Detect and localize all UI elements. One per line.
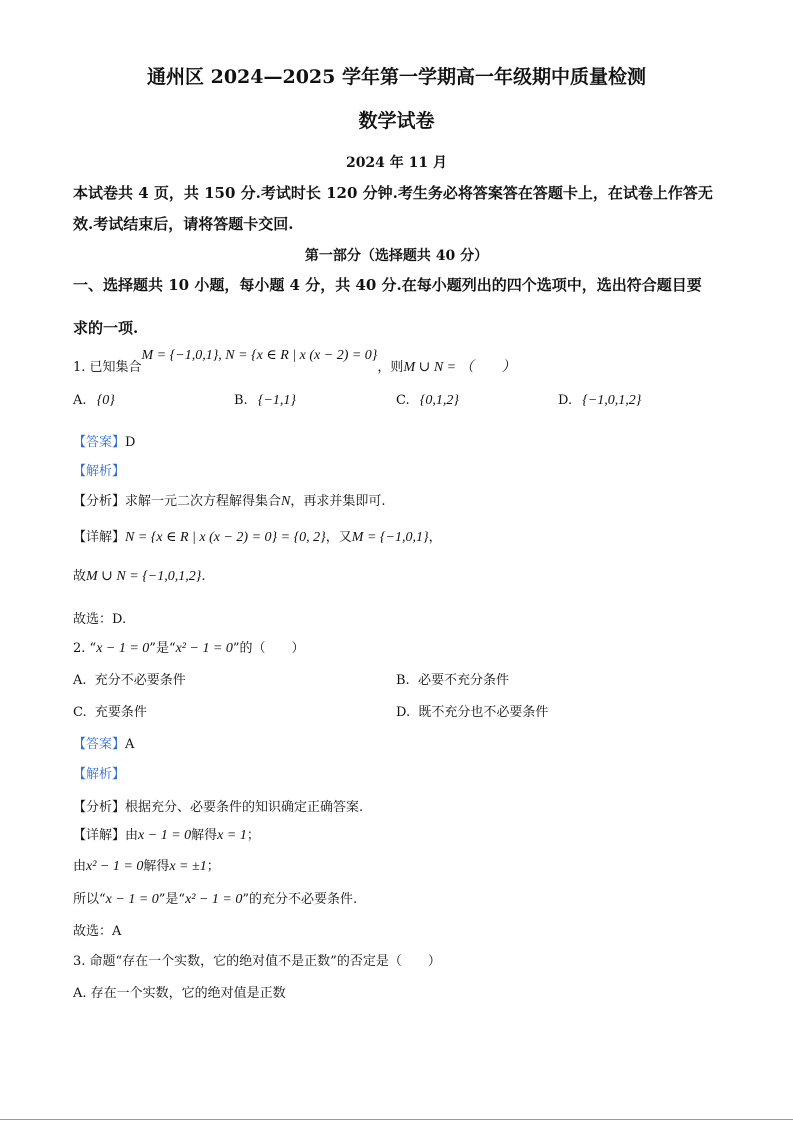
question-2-stem: 2. “x − 1 = 0”是“x² − 1 = 0”的（ ） [73, 641, 305, 656]
q1-choose: 故选：D. [73, 612, 127, 627]
q2-fenxi: 【分析】根据充分、必要条件的知识确定正确答案. [73, 800, 364, 815]
q1-option-a: A. {0} [73, 393, 115, 408]
section-intro-line-1: 一、选择题共 10 小题，每小题 4 分，共 40 分.在每小题列出的四个选项中，选出符合题目要 [73, 276, 702, 294]
q1-detail: 【详解】N = {x ∈ R | x (x − 2) = 0} = {0, 2}，又M = {−1,0,1}， [73, 530, 442, 545]
question-3-stem: 3. 命题“存在一个实数，它的绝对值不是正数”的否定是（ ） [73, 954, 441, 969]
section-intro-line-2: 求的一项. [73, 319, 139, 337]
q1-answer: 【答案】D [73, 435, 136, 450]
instructions-line-2: 效.考试结束后，请将答题卡交回. [73, 215, 294, 233]
exam-title: 通州区 2024—2025 学年第一学期高一年级期中质量检测 [147, 66, 646, 88]
q2-option-c: C. 充要条件 [73, 705, 147, 720]
q2-detail-2: 由x² − 1 = 0解得x = ±1； [73, 859, 220, 874]
page-bottom-rule [0, 1119, 793, 1120]
answer-tag: 【答案】 [73, 435, 126, 450]
section-heading: 第一部分（选择题共 40 分） [304, 248, 489, 264]
q1-option-c: C. {0,1,2} [396, 393, 459, 408]
q1-formula: M = {−1,0,1}, N = {x ∈ R | x (x − 2) = 0} [141, 348, 378, 363]
answer-tag: 【答案】 [73, 737, 126, 752]
q1-option-b: B. {−1,1} [234, 393, 297, 408]
q2-option-d: D. 既不充分也不必要条件 [396, 705, 549, 720]
q1-suffix: ，则 [377, 360, 404, 375]
q2-answer: 【答案】A [73, 737, 135, 752]
q2-detail-3: 所以“x − 1 = 0”是“x² − 1 = 0”的充分不必要条件. [73, 892, 358, 907]
q2-option-a: A. 充分不必要条件 [73, 673, 186, 688]
q1-option-d: D. {−1,0,1,2} [558, 393, 642, 408]
q2-choose: 故选：A [73, 924, 122, 939]
instructions-line-1: 本试卷共 4 页，共 150 分.考试时长 120 分钟.考生务必将答案答在答题卡上，在试卷上作答无 [73, 184, 713, 202]
q2-detail-1: 【详解】由x − 1 = 0解得x = 1； [73, 828, 260, 843]
q3-option-a: A. 存在一个实数，它的绝对值是正数 [73, 986, 286, 1001]
q1-fenxi: 【分析】求解一元二次方程解得集合N，再求并集即可. [73, 494, 386, 509]
q1-prefix: 1. 已知集合 [73, 360, 142, 375]
question-1-stem [73, 344, 516, 375]
exam-date: 2024 年 11 月 [345, 155, 448, 171]
q2-option-b: B. 必要不充分条件 [396, 673, 509, 688]
q1-ask: M ∪ N = （ ） [403, 360, 516, 375]
q2-analysis-tag: 【解析】 [73, 767, 126, 782]
exam-subtitle: 数学试卷 [358, 110, 435, 132]
q1-therefore: 故M ∪ N = {−1,0,1,2}. [73, 569, 206, 584]
q1-analysis-tag: 【解析】 [73, 464, 126, 479]
